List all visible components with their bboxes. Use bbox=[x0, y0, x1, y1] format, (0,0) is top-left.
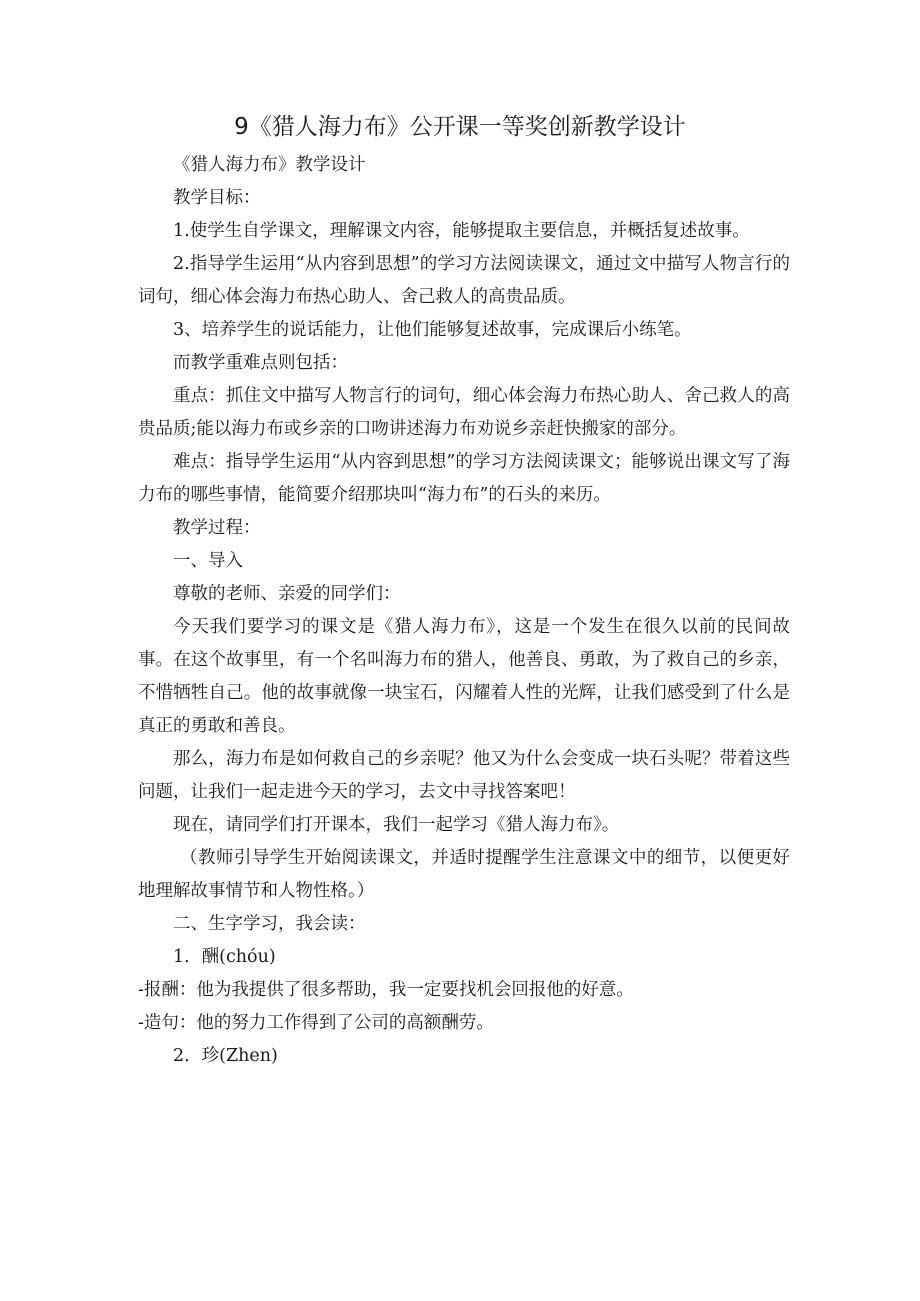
goals-heading: 教学目标： bbox=[173, 188, 261, 208]
goal-3: 3、培养学生的说话能力，让他们能够复述故事，完成课后小练笔。 bbox=[173, 320, 692, 340]
lesson-plan-subtitle: 《猎人海力布》教学设计 bbox=[173, 155, 366, 175]
process-heading: 教学过程： bbox=[173, 518, 261, 538]
character-1: 1．酬(chóu) bbox=[173, 947, 276, 967]
character-1-example-2: -造句：他的努力工作得到了公司的高额酬劳。 bbox=[138, 1013, 494, 1033]
goal-2: 2.指导学生运用“从内容到思想”的学习方法阅读课文，通过文中描写人物言行的词句，细心体会海力布热心助人、舍己救人的高贵品质。 bbox=[138, 254, 790, 307]
question-paragraph: 那么，海力布是如何救自己的乡亲呢？他又为什么会变成一块石头呢？带着这些问题，让我们一起走进今天的学习，去文中寻找答案吧！ bbox=[138, 749, 790, 802]
intro-paragraph: 今天我们要学习的课文是《猎人海力布》，这是一个发生在很久以前的民间故事。在这个故事里，有一个名叫海力布的猎人，他善良、勇敢，为了救自己的乡亲，不惜牺牲自己。他的故事就像一块宝石，闪耀着人性的光辉，让我们感受到了什么是真正的勇敢和善良。 bbox=[138, 617, 790, 736]
document-body bbox=[138, 149, 790, 1073]
greeting: 尊敬的老师、亲爱的同学们： bbox=[173, 584, 401, 604]
section-intro-heading: 一、导入 bbox=[173, 551, 243, 571]
difficult-point: 难点：指导学生运用“从内容到思想”的学习方法阅读课文；能够说出课文写了海力布的哪些事情，能简要介绍那块叫“海力布”的石头的来历。 bbox=[138, 452, 790, 505]
character-1-example-1: -报酬：他为我提供了很多帮助，我一定要找机会回报他的好意。 bbox=[138, 980, 634, 1000]
key-points-heading: 而教学重难点则包括： bbox=[173, 353, 348, 373]
goal-1: 1.使学生自学课文，理解课文内容，能够提取主要信息，并概括复述故事。 bbox=[173, 221, 750, 241]
section-characters-heading: 二、生字学习，我会读： bbox=[173, 914, 366, 934]
document-title: 9《猎人海力布》公开课一等奖创新教学设计 bbox=[234, 114, 686, 140]
teacher-note: （教师引导学生开始阅读课文，并适时提醒学生注意课文中的细节，以便更好地理解故事情节和人物性格。） bbox=[138, 848, 790, 901]
open-book-paragraph: 现在，请同学们打开课本，我们一起学习《猎人海力布》。 bbox=[173, 815, 620, 835]
character-2: 2．珍(Zhen) bbox=[173, 1046, 278, 1066]
key-point: 重点：抓住文中描写人物言行的词句，细心体会海力布热心助人、舍己救人的高贵品质;能以海力布或乡亲的口吻讲述海力布劝说乡亲赶快搬家的部分。 bbox=[138, 386, 790, 439]
